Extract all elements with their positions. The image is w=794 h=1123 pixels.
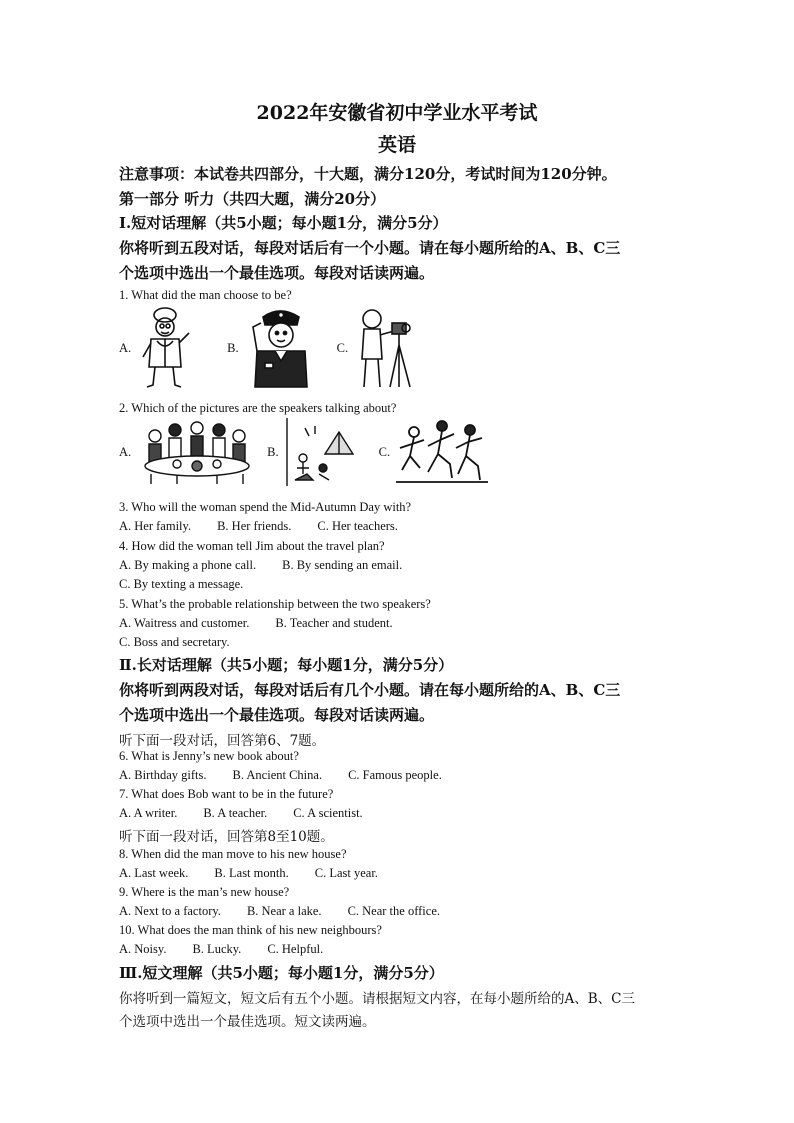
photographer-picture-icon bbox=[354, 305, 418, 391]
q1-text: 1. What did the man choose to be? bbox=[119, 288, 292, 302]
q4-option-b[interactable]: B. By sending an email. bbox=[282, 558, 403, 572]
q8-text: 8. When did the man move to his new house? bbox=[119, 847, 347, 861]
q5-options bbox=[119, 616, 419, 631]
q6-options bbox=[119, 768, 468, 783]
q7-option-c[interactable]: C. A scientist. bbox=[293, 806, 363, 820]
part1-heading: 第一部分 听力（共四大题，满分20分） bbox=[119, 190, 386, 208]
camping-picture-icon bbox=[285, 418, 365, 486]
q2-options bbox=[119, 418, 488, 486]
q3-text: 3. Who will the woman spend the Mid-Autumn Day with? bbox=[119, 500, 412, 514]
q9-option-b[interactable]: B. Near a lake. bbox=[246, 904, 322, 918]
q6-option-b[interactable]: B. Ancient China. bbox=[232, 768, 323, 782]
q10-option-c[interactable]: C. Helpful. bbox=[267, 942, 324, 956]
q10-text: 10. What does the man think of his new neighbours? bbox=[119, 923, 382, 937]
q3-option-c[interactable]: C. Her teachers. bbox=[317, 519, 398, 533]
q9-options bbox=[119, 904, 466, 919]
q9-option-a[interactable]: A. Next to a factory. bbox=[119, 904, 221, 918]
q8-option-b[interactable]: B. Last month. bbox=[214, 866, 289, 880]
q4-option-c[interactable]: C. By texting a message. bbox=[119, 577, 244, 591]
running-race-picture-icon bbox=[396, 418, 488, 486]
q4-text: 4. How did the woman tell Jim about the travel plan? bbox=[119, 539, 385, 553]
section3-heading: Ⅲ.短文理解（共5小题；每小题1分，满分5分） bbox=[119, 964, 444, 982]
q2-option-a-label: A. bbox=[119, 444, 132, 459]
q8-options bbox=[119, 866, 404, 881]
section2-heading: Ⅱ.长对话理解（共5小题；每小题1分，满分5分） bbox=[119, 656, 454, 674]
exam-title: 2022年安徽省初中学业水平考试 bbox=[256, 102, 538, 124]
q10-options bbox=[119, 942, 349, 957]
q7-options bbox=[119, 806, 389, 821]
q7-option-b[interactable]: B. A teacher. bbox=[203, 806, 268, 820]
q1-option-a-label: A. bbox=[119, 340, 132, 355]
q1-options bbox=[119, 305, 418, 391]
q6-option-c[interactable]: C. Famous people. bbox=[348, 768, 442, 782]
section2-instruction-line2: 个选项中选出一个最佳选项。每段对话读两遍。 bbox=[119, 706, 435, 724]
police-officer-picture-icon bbox=[245, 305, 315, 391]
q9-option-c[interactable]: C. Near the office. bbox=[347, 904, 441, 918]
q3-option-b[interactable]: B. Her friends. bbox=[217, 519, 292, 533]
q10-option-b[interactable]: B. Lucky. bbox=[192, 942, 242, 956]
q8-option-c[interactable]: C. Last year. bbox=[314, 866, 378, 880]
q5-option-b[interactable]: B. Teacher and student. bbox=[275, 616, 393, 630]
q5-text: 5. What’s the probable relationship between the two speakers? bbox=[119, 597, 431, 611]
q4-options bbox=[119, 558, 428, 573]
q7-text: 7. What does Bob want to be in the future? bbox=[119, 787, 334, 801]
exam-notice: 注意事项：本试卷共四部分，十大题，满分120分，考试时间为120分钟。 bbox=[119, 165, 617, 183]
section1-heading: Ⅰ.短对话理解（共5小题；每小题1分，满分5分） bbox=[119, 214, 448, 232]
q10-option-a[interactable]: A. Noisy. bbox=[119, 942, 167, 956]
q2-option-c-label: C. bbox=[378, 444, 391, 459]
section2-instruction-line1: 你将听到两段对话，每段对话后有几个小题。请在每小题所给的A、B、C三 bbox=[119, 681, 621, 699]
section1-instruction-line1: 你将听到五段对话，每段对话后有一个小题。请在每小题所给的A、B、C三 bbox=[119, 239, 621, 257]
family-dinner-picture-icon bbox=[137, 418, 257, 486]
exam-subject: 英语 bbox=[377, 134, 416, 156]
q1-option-c-label: C. bbox=[336, 340, 349, 355]
q1-option-b-label: B. bbox=[227, 340, 239, 355]
q5-option-a[interactable]: A. Waitress and customer. bbox=[119, 616, 250, 630]
q2-text: 2. Which of the pictures are the speakers talking about? bbox=[119, 401, 397, 415]
dialog2-intro: 听下面一段对话，回答第8至10题。 bbox=[119, 829, 334, 845]
q6-option-a[interactable]: A. Birthday gifts. bbox=[119, 768, 207, 782]
q5-option-c[interactable]: C. Boss and secretary. bbox=[119, 635, 230, 649]
q4-option-a[interactable]: A. By making a phone call. bbox=[119, 558, 257, 572]
dialog1-intro: 听下面一段对话，回答第6、7题。 bbox=[119, 733, 326, 749]
q3-options bbox=[119, 519, 424, 534]
q7-option-a[interactable]: A. A writer. bbox=[119, 806, 178, 820]
q2-option-b-label: B. bbox=[267, 444, 279, 459]
q9-text: 9. Where is the man’s new house? bbox=[119, 885, 290, 899]
section3-instruction-line1: 你将听到一篇短文，短文后有五个小题。请根据短文内容，在每小题所给的A、B、C三 bbox=[119, 991, 635, 1007]
q8-option-a[interactable]: A. Last week. bbox=[119, 866, 189, 880]
q6-text: 6. What is Jenny’s new book about? bbox=[119, 749, 299, 763]
doctor-picture-icon bbox=[137, 305, 197, 391]
section3-instruction-line2: 个选项中选出一个最佳选项。短文读两遍。 bbox=[119, 1014, 376, 1030]
q3-option-a[interactable]: A. Her family. bbox=[119, 519, 192, 533]
section1-instruction-line2: 个选项中选出一个最佳选项。每段对话读两遍。 bbox=[119, 264, 435, 282]
